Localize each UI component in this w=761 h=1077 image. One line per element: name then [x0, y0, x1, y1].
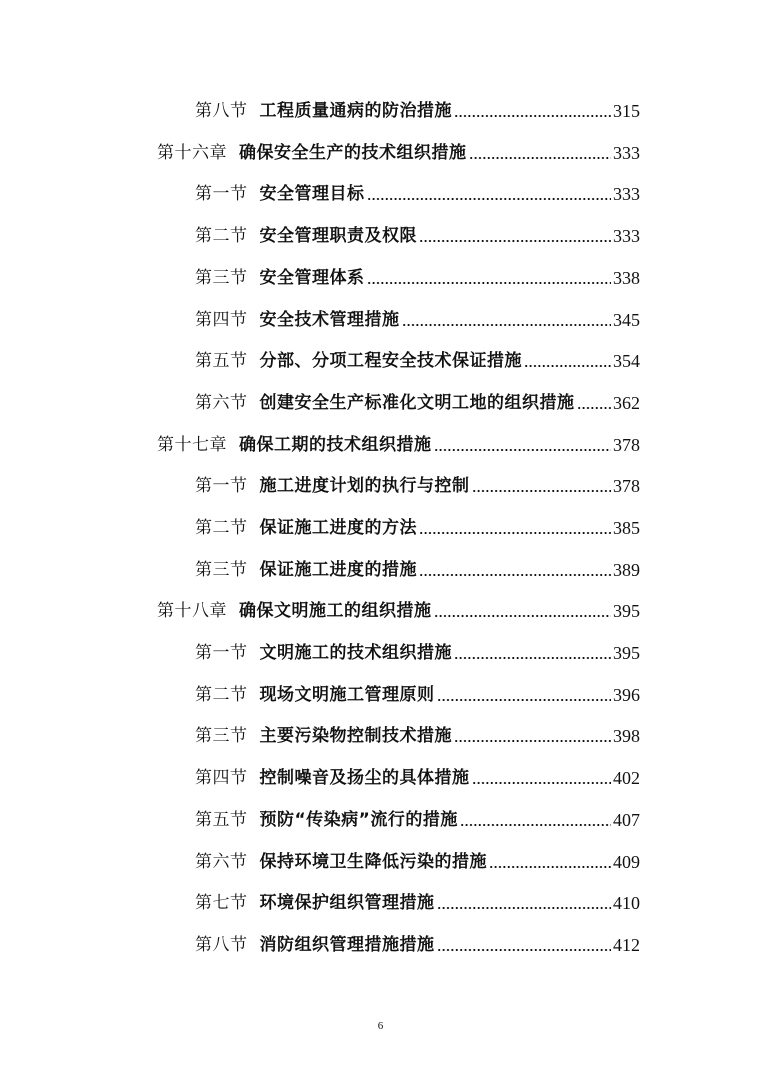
toc-entry-section[interactable]: [195, 553, 640, 581]
entry-page-number: 378: [613, 476, 640, 496]
entry-page-number: 389: [613, 560, 640, 580]
entry-label: 第三节: [195, 726, 248, 746]
entry-title: 施工进度计划的执行与控制: [259, 476, 470, 496]
entry-title: 现场文明施工管理原则: [259, 685, 435, 705]
entry-page-number: 412: [613, 935, 640, 955]
entry-title: 预防“传染病”流行的措施: [259, 810, 458, 830]
dot-leader: [577, 407, 612, 409]
entry-page-number: 410: [613, 893, 640, 913]
entry-label: 第八节: [195, 101, 248, 121]
entry-label: 第十八章: [157, 601, 227, 621]
dot-leader: [454, 115, 611, 117]
entry-page-number: 398: [613, 726, 640, 746]
entry-title: 保证施工进度的措施: [259, 560, 417, 580]
dot-leader: [419, 574, 611, 576]
entry-title: 创建安全生产标准化文明工地的组织措施: [259, 393, 575, 413]
entry-title: 安全技术管理措施: [259, 310, 400, 330]
entry-title: 安全管理职责及权限: [259, 226, 417, 246]
page-number: 6: [377, 1020, 384, 1032]
entry-title: 确保文明施工的组织措施: [239, 601, 432, 621]
toc-entry-section[interactable]: [195, 928, 640, 956]
entry-label: 第七节: [195, 893, 248, 913]
entry-page-number: 354: [613, 351, 640, 371]
dot-leader: [419, 240, 611, 242]
entry-page-number: 409: [613, 852, 640, 872]
toc-entry-section[interactable]: [195, 761, 640, 789]
dot-leader: [460, 824, 611, 826]
entry-title: 分部、分项工程安全技术保证措施: [259, 351, 522, 371]
toc-entry-section[interactable]: [195, 511, 640, 539]
toc-entry-chapter[interactable]: [157, 136, 640, 164]
dot-leader: [469, 157, 612, 159]
dot-leader: [434, 449, 612, 451]
entry-label: 第五节: [195, 351, 248, 371]
entry-label: 第四节: [195, 768, 248, 788]
entry-label: 第三节: [195, 268, 248, 288]
entry-label: 第六节: [195, 852, 248, 872]
toc-entry-section[interactable]: [195, 636, 640, 664]
entry-page-number: 345: [613, 310, 640, 330]
entry-label: 第十七章: [157, 435, 227, 455]
entry-label: 第一节: [195, 643, 248, 663]
dot-leader: [524, 365, 611, 367]
dot-leader: [437, 907, 612, 909]
dot-leader: [454, 740, 611, 742]
entry-page-number: 378: [613, 435, 640, 455]
dot-leader: [489, 866, 611, 868]
entry-title: 主要污染物控制技术措施: [259, 726, 452, 746]
entry-title: 消防组织管理措施措施: [259, 935, 435, 955]
toc-entry-section[interactable]: [195, 845, 640, 873]
toc-entry-section[interactable]: [195, 303, 640, 331]
dot-leader: [434, 615, 612, 617]
entry-label: 第二节: [195, 518, 248, 538]
entry-page-number: 395: [613, 601, 640, 621]
entry-title: 安全管理目标: [259, 184, 365, 204]
entry-page-number: 362: [613, 393, 640, 413]
entry-title: 工程质量通病的防治措施: [259, 101, 452, 121]
toc-entry-section[interactable]: [195, 219, 640, 247]
toc-entry-section[interactable]: [195, 469, 640, 497]
entry-label: 第八节: [195, 935, 248, 955]
toc-entry-chapter[interactable]: [157, 428, 640, 456]
toc-entry-section[interactable]: [195, 344, 640, 372]
dot-leader: [472, 782, 612, 784]
entry-label: 第十六章: [157, 143, 227, 163]
dot-leader: [437, 699, 612, 701]
entry-page-number: 338: [613, 268, 640, 288]
dot-leader: [402, 324, 612, 326]
entry-title: 安全管理体系: [259, 268, 365, 288]
entry-label: 第六节: [195, 393, 248, 413]
entry-title: 确保安全生产的技术组织措施: [239, 143, 467, 163]
toc-entry-section[interactable]: [195, 886, 640, 914]
dot-leader: [419, 532, 611, 534]
entry-page-number: 395: [613, 643, 640, 663]
entry-page-number: 402: [613, 768, 640, 788]
dot-leader: [367, 198, 612, 200]
toc-entry-section[interactable]: [195, 803, 640, 831]
toc-entry-section[interactable]: [195, 94, 640, 122]
toc-entry-section[interactable]: [195, 261, 640, 289]
entry-label: 第二节: [195, 226, 248, 246]
toc-entry-section[interactable]: [195, 719, 640, 747]
entry-title: 环境保护组织管理措施: [259, 893, 435, 913]
entry-title: 确保工期的技术组织措施: [239, 435, 432, 455]
entry-label: 第四节: [195, 310, 248, 330]
entry-label: 第二节: [195, 685, 248, 705]
toc-entry-chapter[interactable]: [157, 594, 640, 622]
dot-leader: [437, 949, 612, 951]
entry-label: 第五节: [195, 810, 248, 830]
dot-leader: [454, 657, 611, 659]
dot-leader: [367, 282, 612, 284]
toc-entry-section[interactable]: [195, 386, 640, 414]
entry-page-number: 333: [613, 184, 640, 204]
entry-title: 保证施工进度的方法: [259, 518, 417, 538]
entry-page-number: 315: [613, 101, 640, 121]
entry-label: 第一节: [195, 476, 248, 496]
entry-title: 文明施工的技术组织措施: [259, 643, 452, 663]
entry-title: 保持环境卫生降低污染的措施: [259, 852, 487, 872]
entry-page-number: 333: [613, 143, 640, 163]
toc-entry-section[interactable]: [195, 678, 640, 706]
dot-leader: [472, 490, 612, 492]
entry-label: 第三节: [195, 560, 248, 580]
entry-page-number: 385: [613, 518, 640, 538]
toc-entry-section[interactable]: [195, 177, 640, 205]
entry-page-number: 396: [613, 685, 640, 705]
entry-label: 第一节: [195, 184, 248, 204]
entry-page-number: 407: [613, 810, 640, 830]
entry-title: 控制噪音及扬尘的具体措施: [259, 768, 470, 788]
entry-page-number: 333: [613, 226, 640, 246]
